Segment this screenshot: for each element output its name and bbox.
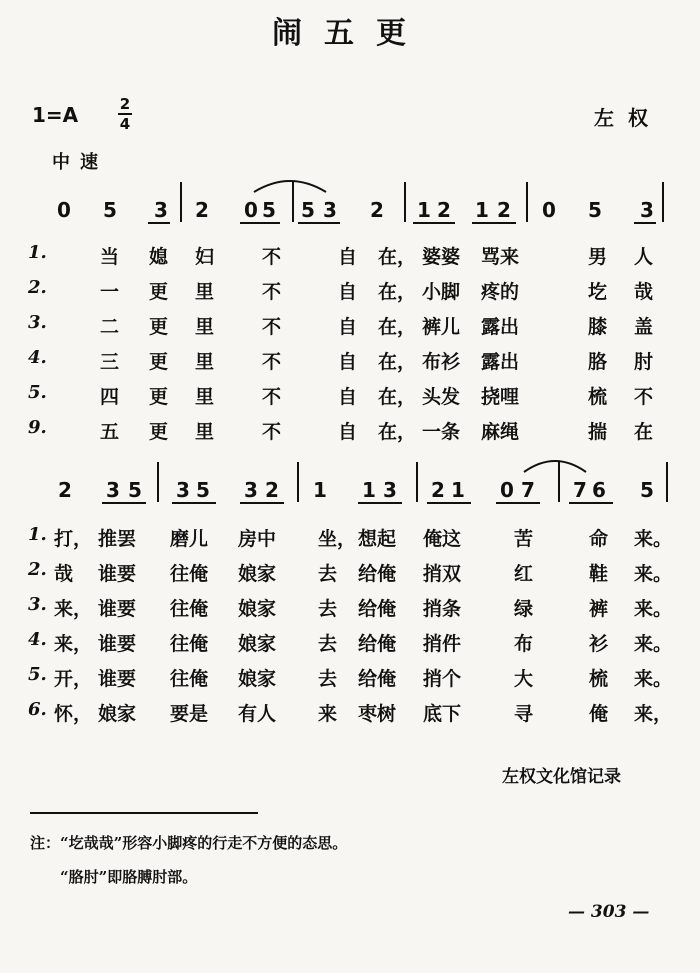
- lyric-syllable: 更: [149, 316, 169, 338]
- tempo-marking: 中速: [52, 152, 108, 173]
- note: 2: [497, 198, 511, 222]
- lyric-syllable: 媳: [149, 246, 169, 268]
- lyric-syllable: 挠哩: [481, 386, 520, 408]
- lyric-syllable: 更: [149, 386, 169, 408]
- underline: [413, 222, 455, 224]
- note: 3: [383, 478, 397, 502]
- lyric-syllable: 胳: [588, 351, 608, 373]
- lyric-syllable: 疼的: [481, 281, 520, 303]
- lyric-syllable: 大: [514, 668, 534, 690]
- lyric-line: [0, 312, 700, 342]
- lyric-syllable: 往俺: [170, 598, 209, 620]
- lyric-syllable: 更: [149, 421, 169, 443]
- lyric-syllable: 俺这: [423, 528, 462, 550]
- lyric-syllable: 当: [100, 246, 120, 268]
- notation-line-2: [0, 478, 700, 514]
- verse-number: 5.: [28, 664, 47, 685]
- lyric-line: [0, 559, 700, 589]
- lyric-syllable: 去: [318, 563, 338, 585]
- lyric-syllable: 不: [262, 246, 282, 268]
- lyric-syllable: 三: [100, 351, 120, 373]
- lyric-syllable: 谁要: [98, 633, 137, 655]
- underline: [472, 222, 516, 224]
- lyric-line: [0, 242, 700, 272]
- lyric-syllable: 开，: [54, 668, 93, 690]
- note: 0: [542, 198, 556, 222]
- underline: [102, 502, 146, 504]
- lyric-line: [0, 417, 700, 447]
- lyric-syllable: 圪: [588, 281, 608, 303]
- lyric-syllable: 来，: [634, 703, 673, 725]
- lyric-syllable: 房中: [238, 528, 277, 550]
- barline: [404, 182, 406, 222]
- lyric-syllable: 来。: [634, 528, 673, 550]
- lyric-syllable: 布衫: [422, 351, 461, 373]
- lyric-syllable: 娘家: [238, 633, 277, 655]
- lyric-syllable: 捎件: [423, 633, 462, 655]
- lyric-syllable: 在，: [378, 246, 417, 268]
- note: 1: [313, 478, 327, 502]
- lyric-syllable: 有人: [238, 703, 277, 725]
- time-signature: [118, 96, 132, 132]
- note: 3: [244, 478, 258, 502]
- lyric-syllable: 衫: [589, 633, 609, 655]
- lyric-syllable: 骂来: [481, 246, 520, 268]
- lyric-syllable: 人: [634, 246, 654, 268]
- lyric-syllable: 不: [634, 386, 654, 408]
- lyric-syllable: 给俺: [358, 563, 397, 585]
- lyric-syllable: 来: [318, 703, 338, 725]
- verse-number: 4.: [28, 629, 47, 650]
- lyric-syllable: 妇: [195, 246, 215, 268]
- lyric-syllable: 不: [262, 386, 282, 408]
- lyric-syllable: 里: [195, 316, 215, 338]
- lyric-line: [0, 277, 700, 307]
- lyric-syllable: 男: [588, 246, 608, 268]
- lyric-syllable: 裤: [589, 598, 609, 620]
- lyric-syllable: 谁要: [98, 598, 137, 620]
- lyric-syllable: 揣: [588, 421, 608, 443]
- lyric-syllable: 在，: [378, 281, 417, 303]
- barline: [297, 462, 299, 502]
- lyric-syllable: 自: [338, 316, 358, 338]
- lyric-syllable: 更: [149, 351, 169, 373]
- barline: [157, 462, 159, 502]
- lyric-syllable: 自: [338, 351, 358, 373]
- song-title: 闹五更: [272, 16, 428, 51]
- lyric-syllable: 五: [100, 421, 120, 443]
- lyric-syllable: 哉: [634, 281, 654, 303]
- lyric-syllable: 麻绳: [481, 421, 520, 443]
- verse-number: 1.: [28, 242, 47, 263]
- region: 左权: [594, 106, 662, 130]
- lyric-syllable: 红: [514, 563, 534, 585]
- lyric-syllable: 给俺: [358, 633, 397, 655]
- note: 5: [196, 478, 210, 502]
- barline: [526, 182, 528, 222]
- verse-number: 4.: [28, 347, 47, 368]
- verse-number: 3.: [28, 594, 47, 615]
- lyric-syllable: 怀，: [54, 703, 93, 725]
- footnote-divider: [30, 812, 258, 814]
- lyric-syllable: 膝: [588, 316, 608, 338]
- time-top: 2: [119, 95, 131, 113]
- lyric-syllable: 去: [318, 668, 338, 690]
- lyric-syllable: 四: [100, 386, 120, 408]
- barline: [180, 182, 182, 222]
- lyric-syllable: 去: [318, 598, 338, 620]
- lyric-syllable: 不: [262, 281, 282, 303]
- verse-number: 9.: [28, 417, 47, 438]
- lyric-syllable: 在: [634, 421, 654, 443]
- footnote-2: “胳肘”即胳膊肘部。: [60, 868, 198, 886]
- lyric-syllable: 娘家: [98, 703, 137, 725]
- lyric-syllable: 自: [338, 281, 358, 303]
- lyric-syllable: 里: [195, 386, 215, 408]
- verse-number: 3.: [28, 312, 47, 333]
- verse-number: 1.: [28, 524, 47, 545]
- lyric-line: [0, 664, 700, 694]
- lyric-syllable: 二: [100, 316, 120, 338]
- note: 1: [475, 198, 489, 222]
- lyric-syllable: 不: [262, 421, 282, 443]
- underline: [427, 502, 471, 504]
- lyric-syllable: 娘家: [238, 598, 277, 620]
- lyric-syllable: 俺: [589, 703, 609, 725]
- note: 2: [431, 478, 445, 502]
- lyric-syllable: 布: [514, 633, 534, 655]
- note: 5: [103, 198, 117, 222]
- lyric-syllable: 露出: [481, 316, 520, 338]
- note: 7: [521, 478, 535, 502]
- verse-number: 6.: [28, 699, 47, 720]
- note: 1: [451, 478, 465, 502]
- note: 3: [323, 198, 337, 222]
- lyric-syllable: 鞋: [589, 563, 609, 585]
- tie-arc: [250, 174, 330, 194]
- lyric-syllable: 头发: [422, 386, 461, 408]
- underline: [634, 222, 656, 224]
- verse-number: 2.: [28, 559, 47, 580]
- lyric-line: [0, 347, 700, 377]
- lyric-syllable: 苦: [514, 528, 534, 550]
- verse-number: 5.: [28, 382, 47, 403]
- barline: [662, 182, 664, 222]
- note: 5: [301, 198, 315, 222]
- lyric-syllable: 露出: [481, 351, 520, 373]
- lyric-syllable: 往俺: [170, 668, 209, 690]
- lyric-line: [0, 629, 700, 659]
- lyric-syllable: 来，: [54, 598, 93, 620]
- lyric-syllable: 枣树: [358, 703, 397, 725]
- lyric-syllable: 去: [318, 633, 338, 655]
- lyric-syllable: 娘家: [238, 668, 277, 690]
- lyric-syllable: 在，: [378, 316, 417, 338]
- note: 0: [244, 198, 258, 222]
- note: 5: [262, 198, 276, 222]
- lyric-syllable: 在，: [378, 421, 417, 443]
- lyric-syllable: 捎双: [423, 563, 462, 585]
- lyric-syllable: 要是: [170, 703, 209, 725]
- time-bottom: 4: [119, 115, 131, 133]
- note: 3: [106, 478, 120, 502]
- underline: [240, 222, 280, 224]
- note: 3: [640, 198, 654, 222]
- page-number: — 303 —: [568, 902, 650, 922]
- lyric-syllable: 不: [262, 316, 282, 338]
- lyric-syllable: 一条: [422, 421, 461, 443]
- lyric-syllable: 在，: [378, 351, 417, 373]
- lyric-syllable: 来，: [54, 633, 93, 655]
- lyric-syllable: 自: [338, 246, 358, 268]
- lyric-syllable: 来。: [634, 668, 673, 690]
- underline: [148, 222, 170, 224]
- footnote-1: 注：“圪哉哉”形容小脚疼的行走不方便的态思。: [30, 834, 348, 852]
- note: 5: [588, 198, 602, 222]
- lyric-syllable: 捎个: [423, 668, 462, 690]
- lyric-syllable: 绿: [514, 598, 534, 620]
- note: 3: [176, 478, 190, 502]
- barline: [666, 462, 668, 502]
- lyric-syllable: 往俺: [170, 633, 209, 655]
- lyric-syllable: 来。: [634, 633, 673, 655]
- lyric-syllable: 给俺: [358, 668, 397, 690]
- lyric-syllable: 肘: [634, 351, 654, 373]
- transcription-credit: 左权文化馆记录: [502, 767, 621, 787]
- lyric-syllable: 娘家: [238, 563, 277, 585]
- lyric-syllable: 自: [338, 421, 358, 443]
- key-signature: 1=A: [32, 103, 79, 127]
- lyric-syllable: 推罢: [98, 528, 137, 550]
- lyric-syllable: 裤儿: [422, 316, 461, 338]
- underline: [569, 502, 613, 504]
- note: 7: [573, 478, 587, 502]
- lyric-syllable: 谁要: [98, 563, 137, 585]
- lyric-syllable: 更: [149, 281, 169, 303]
- lyric-syllable: 里: [195, 281, 215, 303]
- lyric-syllable: 里: [195, 351, 215, 373]
- tie-arc: [520, 454, 590, 474]
- lyric-line: [0, 524, 700, 554]
- lyric-syllable: 命: [589, 528, 609, 550]
- note: 1: [417, 198, 431, 222]
- note: 2: [58, 478, 72, 502]
- underline: [496, 502, 540, 504]
- lyric-syllable: 里: [195, 421, 215, 443]
- underline: [358, 502, 402, 504]
- note: 6: [592, 478, 606, 502]
- lyric-syllable: 寻: [514, 703, 534, 725]
- underline: [240, 502, 284, 504]
- lyric-syllable: 打，: [54, 528, 93, 550]
- note: 2: [195, 198, 209, 222]
- lyric-syllable: 坐，: [318, 528, 357, 550]
- note: 0: [500, 478, 514, 502]
- lyric-syllable: 来。: [634, 563, 673, 585]
- lyric-line: [0, 382, 700, 412]
- lyric-syllable: 给俺: [358, 598, 397, 620]
- note: 2: [437, 198, 451, 222]
- lyric-syllable: 盖: [634, 316, 654, 338]
- lyric-line: [0, 699, 700, 729]
- lyric-syllable: 想起: [358, 528, 397, 550]
- lyric-syllable: 往俺: [170, 563, 209, 585]
- notation-line-1: [0, 198, 700, 234]
- lyric-syllable: 在，: [378, 386, 417, 408]
- lyric-syllable: 来。: [634, 598, 673, 620]
- note: 2: [370, 198, 384, 222]
- lyric-syllable: 小脚: [422, 281, 461, 303]
- lyric-syllable: 自: [338, 386, 358, 408]
- note: 5: [640, 478, 654, 502]
- note: 1: [362, 478, 376, 502]
- verse-number: 2.: [28, 277, 47, 298]
- lyric-syllable: 磨儿: [170, 528, 209, 550]
- lyric-line: [0, 594, 700, 624]
- lyric-syllable: 婆婆: [422, 246, 461, 268]
- lyric-syllable: 底下: [423, 703, 462, 725]
- note: 2: [265, 478, 279, 502]
- barline: [416, 462, 418, 502]
- note: 3: [154, 198, 168, 222]
- underline: [172, 502, 216, 504]
- lyric-syllable: 一: [100, 281, 120, 303]
- note: 0: [57, 198, 71, 222]
- note: 5: [128, 478, 142, 502]
- lyric-syllable: 捎条: [423, 598, 462, 620]
- lyric-syllable: 谁要: [98, 668, 137, 690]
- lyric-syllable: 哉: [54, 563, 74, 585]
- underline: [298, 222, 340, 224]
- lyric-syllable: 梳: [589, 668, 609, 690]
- lyric-syllable: 不: [262, 351, 282, 373]
- lyric-syllable: 梳: [588, 386, 608, 408]
